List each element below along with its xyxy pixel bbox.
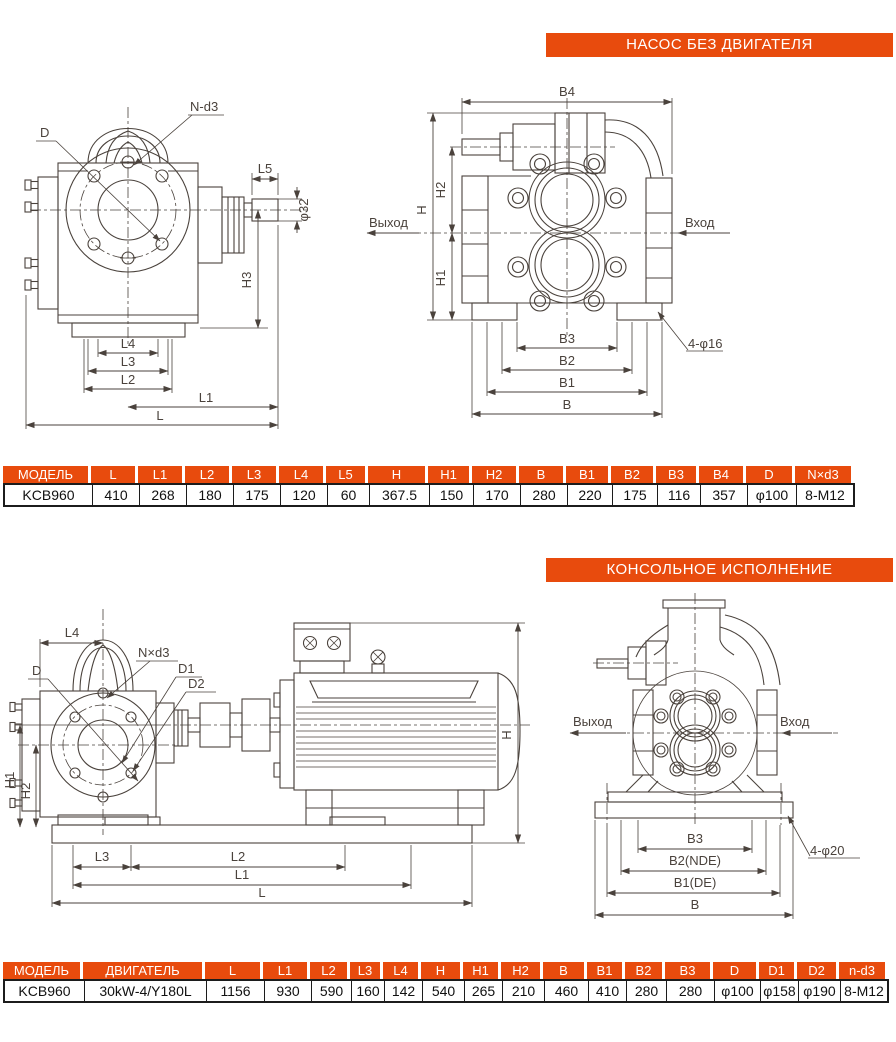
dim-label-l1: L1 [198, 390, 214, 405]
dim-label-d2: D2 [188, 676, 205, 691]
table-cell: 410 [589, 981, 627, 1001]
table-cell: 170 [474, 485, 521, 505]
table-header-cell: L5 [326, 466, 368, 483]
table-header-cell: B3 [656, 466, 699, 483]
table-header-cell: D [746, 466, 795, 483]
dim-label-h: H [499, 730, 514, 740]
table-cell: 8-M12 [797, 485, 853, 505]
table-header-cell: H2 [501, 962, 543, 979]
table-header-cell: H [421, 962, 463, 979]
outlet-label: Выход [369, 215, 408, 230]
table-cell: 268 [140, 485, 187, 505]
dim-label-b1-de: B1(DE) [673, 875, 717, 890]
table-header-cell: D2 [797, 962, 839, 979]
pump-motor-assembly-drawing [2, 595, 545, 915]
table-cell: 142 [385, 981, 423, 1001]
dim-label-d: D [40, 125, 50, 140]
pump-body [25, 129, 198, 338]
table-cell: 30kW-4/Y180L [85, 981, 207, 1001]
table-cell: 280 [521, 485, 568, 505]
table-header-cell: D [713, 962, 759, 979]
table-cell: 116 [658, 485, 701, 505]
dim-label-b1: B1 [559, 375, 575, 390]
pump-shaft-end [198, 187, 278, 263]
table-cell: 280 [627, 981, 667, 1001]
inlet-label: Вход [780, 714, 810, 729]
table-cell: KCB960 [5, 485, 93, 505]
table-header-cell: B2 [625, 962, 665, 979]
table-header-cell: B3 [665, 962, 713, 979]
table-header-cell: B4 [699, 466, 746, 483]
table-cell: 180 [187, 485, 234, 505]
dim-label-h2: H2 [433, 181, 448, 199]
table-header-cell: L [205, 962, 263, 979]
table-header-cell: B1 [566, 466, 611, 483]
dim-label-d1: D1 [178, 661, 195, 676]
console-pump-side-view-drawing [548, 585, 896, 930]
inlet-label: Вход [685, 215, 715, 230]
table-header-row [3, 466, 855, 483]
table-header-cell: L [91, 466, 138, 483]
table-header-cell: L1 [263, 962, 310, 979]
table-header-cell: L3 [232, 466, 279, 483]
motor [274, 623, 520, 825]
dim-label-n-d3: N-d3 [190, 99, 219, 114]
table-cell: φ100 [715, 981, 761, 1001]
table-cell: φ190 [799, 981, 841, 1001]
dim-label-phi32: φ32 [296, 198, 311, 222]
dimensions [595, 816, 860, 919]
table-pump-without-motor [3, 466, 855, 507]
dim-label-4-phi16: 4-φ16 [688, 336, 723, 351]
table-console-design [3, 962, 889, 1003]
dim-label-h: H [414, 205, 429, 215]
dim-label-d: D [32, 663, 42, 678]
table-cell: 460 [545, 981, 589, 1001]
dim-label-n-d3: N×d3 [138, 645, 170, 660]
table-header-cell: D1 [759, 962, 797, 979]
table-header-cell: L4 [279, 466, 326, 483]
centerlines [573, 593, 838, 825]
pump-body [597, 600, 780, 795]
dim-label-l4: L4 [64, 625, 80, 640]
table-cell: 540 [423, 981, 465, 1001]
dim-label-b: B [690, 897, 700, 912]
centerlines [30, 107, 308, 345]
table-header-cell: L3 [350, 962, 383, 979]
dim-label-b: B [562, 397, 572, 412]
dimensions [26, 99, 311, 429]
dim-label-l1: L1 [234, 867, 250, 882]
table-header-cell: H2 [472, 466, 519, 483]
pump-side-view-drawing [355, 58, 740, 423]
table-cell: 357 [701, 485, 748, 505]
dim-label-l: L [156, 408, 164, 423]
dim-label-l5: L5 [257, 161, 273, 176]
dim-label-b2-nde: B2(NDE) [668, 853, 722, 868]
dimensions [2, 623, 525, 907]
table-header-cell: B [543, 962, 587, 979]
table-cell: φ100 [748, 485, 797, 505]
table-cell: 410 [93, 485, 140, 505]
table-cell: 210 [503, 981, 545, 1001]
table-cell: 367.5 [370, 485, 430, 505]
dim-label-h1: H1 [2, 771, 17, 789]
table-cell: 220 [568, 485, 613, 505]
table-cell: 150 [430, 485, 474, 505]
dim-label-4-phi20: 4-φ20 [810, 843, 845, 858]
dim-label-b3: B3 [559, 331, 575, 346]
outlet-label: Выход [573, 714, 612, 729]
dim-label-h2: H2 [18, 782, 33, 800]
table-header-cell: ДВИГАТЕЛЬ [83, 962, 205, 979]
table-header-cell: B2 [611, 466, 656, 483]
table-cell: 930 [265, 981, 312, 1001]
table-header-cell: B1 [587, 962, 625, 979]
table-header-cell: n-d3 [839, 962, 885, 979]
table-cell: φ158 [761, 981, 799, 1001]
table-header-cell: H [368, 466, 428, 483]
table-header-cell: L2 [185, 466, 232, 483]
table-header-cell: МОДЕЛЬ [3, 466, 91, 483]
section-banner-pump-without-motor: НАСОС БЕЗ ДВИГАТЕЛЯ [546, 33, 893, 57]
table-row [3, 979, 889, 1003]
dim-label-l4: L4 [120, 336, 136, 351]
table-header-cell: H1 [428, 466, 472, 483]
table-cell: 175 [234, 485, 281, 505]
section-banner-console-design: КОНСОЛЬНОЕ ИСПОЛНЕНИЕ [546, 558, 893, 582]
dim-label-l3: L3 [94, 849, 110, 864]
pump-front-view-drawing [10, 95, 320, 435]
dim-label-b4: B4 [559, 84, 575, 99]
table-cell: 8-M12 [841, 981, 887, 1001]
baseplate [595, 792, 793, 818]
dim-label-b2: B2 [559, 353, 575, 368]
table-header-cell: H1 [463, 962, 501, 979]
table-header-cell: B [519, 466, 566, 483]
dim-label-l3: L3 [120, 354, 136, 369]
table-cell: 280 [667, 981, 715, 1001]
table-header-cell: L2 [310, 962, 350, 979]
dim-label-h1: H1 [433, 269, 448, 287]
table-header-cell: МОДЕЛЬ [3, 962, 83, 979]
baseplate [52, 817, 472, 843]
table-cell: 265 [465, 981, 503, 1001]
table-header-row [3, 962, 889, 979]
table-header-cell: N×d3 [795, 466, 851, 483]
table-cell: 1156 [207, 981, 265, 1001]
table-cell: 120 [281, 485, 328, 505]
dim-label-l2: L2 [230, 849, 246, 864]
table-cell: 60 [328, 485, 370, 505]
table-cell: 590 [312, 981, 352, 1001]
dim-label-b3: B3 [687, 831, 703, 846]
dim-label-l2: L2 [120, 372, 136, 387]
dim-label-h3: H3 [239, 271, 254, 289]
table-header-cell: L4 [383, 962, 421, 979]
table-cell: 175 [613, 485, 658, 505]
dim-label-l: L [258, 885, 266, 900]
table-header-cell: L1 [138, 466, 185, 483]
table-cell: 160 [352, 981, 385, 1001]
table-cell: KCB960 [5, 981, 85, 1001]
table-row [3, 483, 855, 507]
